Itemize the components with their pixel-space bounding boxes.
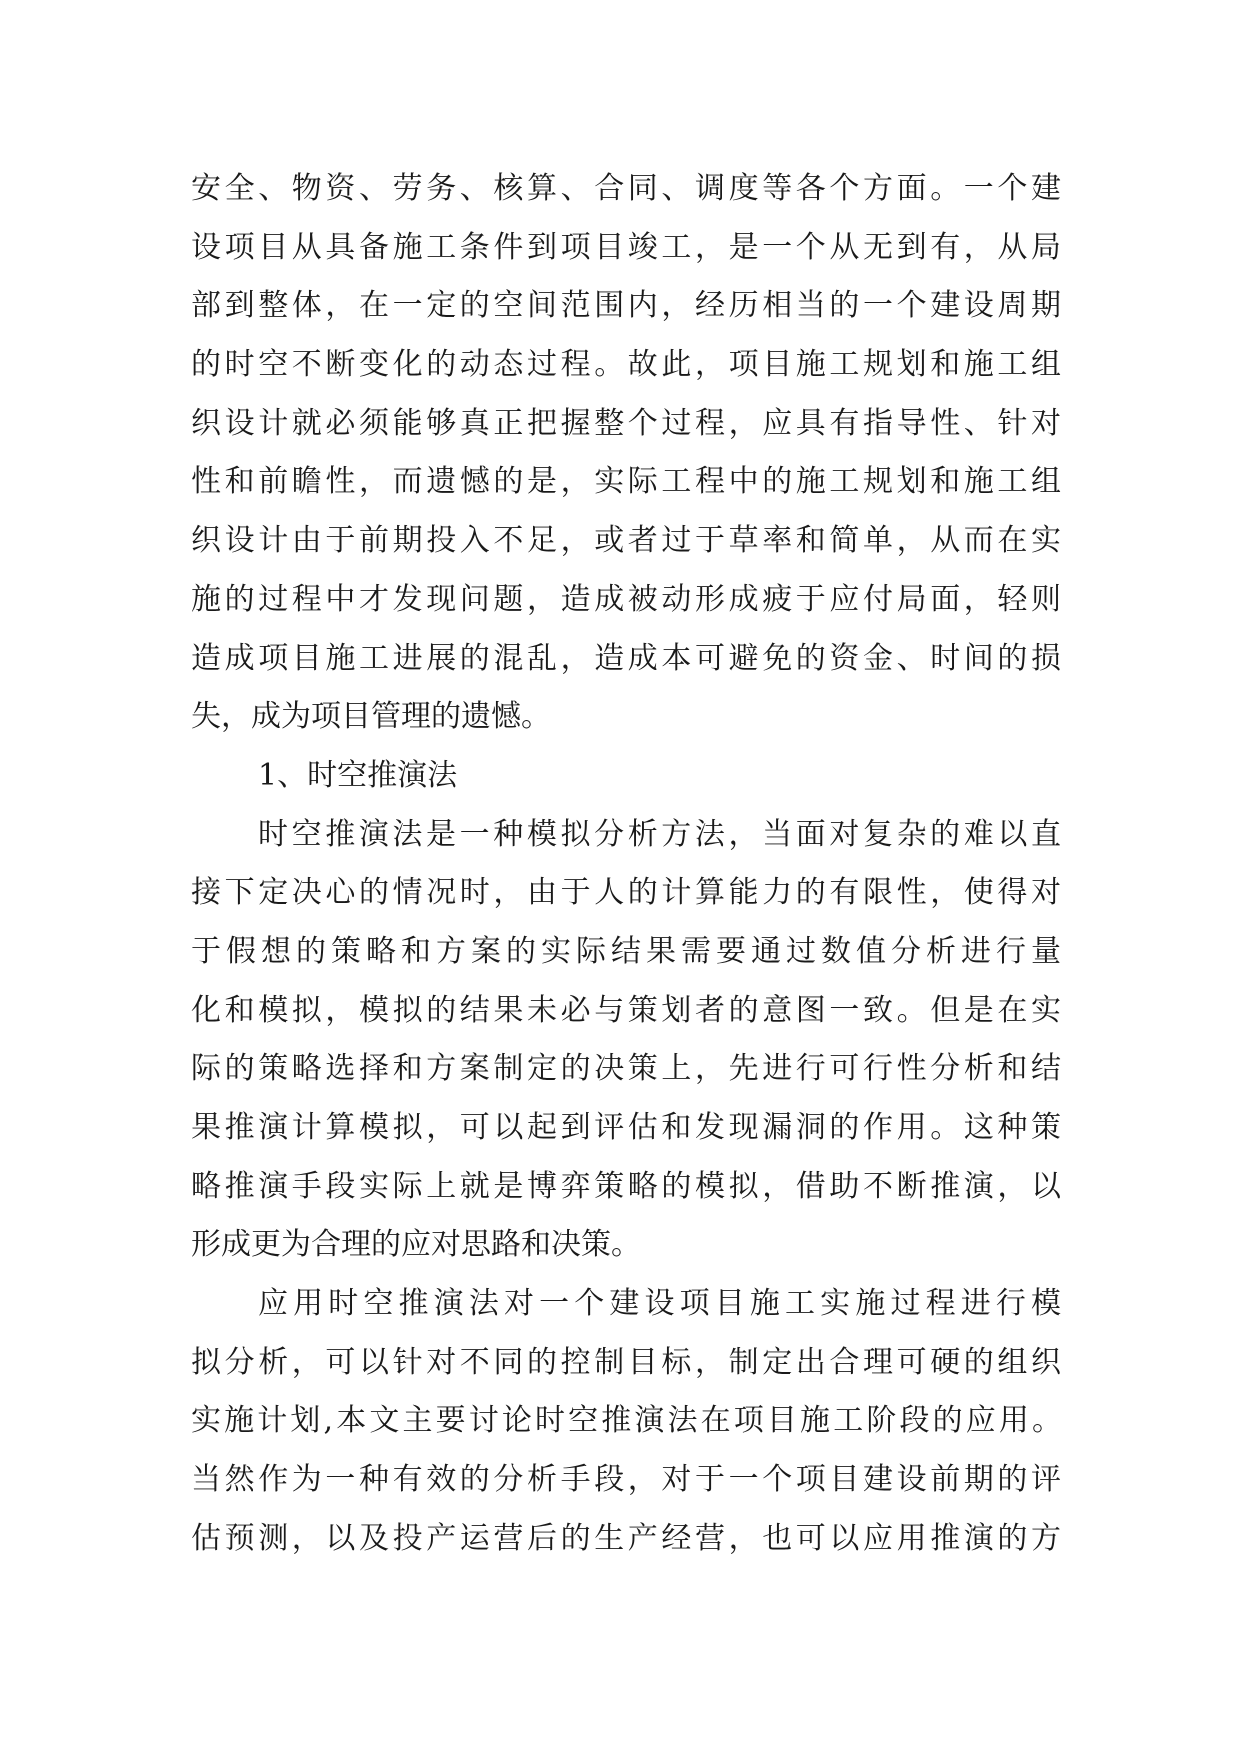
text-line: 应用时空推演法对一个建设项目施工实施过程进行模	[258, 1286, 1061, 1322]
text-line: 于假想的策略和方案的实际结果需要通过数值分析进行量	[191, 933, 1061, 969]
text-line: 际的策略选择和方案制定的决策上，先进行可行性分析和结	[191, 1051, 1061, 1087]
text-line: 估预测，以及投产运营后的生产经营，也可以应用推演的方	[191, 1520, 1061, 1556]
text-line: 拟分析，可以针对不同的控制目标，制定出合理可硬的组织	[191, 1344, 1061, 1380]
text-line: 设项目从具备施工条件到项目竣工，是一个从无到有，从局	[191, 229, 1061, 265]
text-line: 时空推演法是一种模拟分析方法，当面对复杂的难以直	[258, 816, 1061, 852]
text-line: 的时空不断变化的动态过程。故此，项目施工规划和施工组	[191, 347, 1061, 383]
text-line: 略推演手段实际上就是博弈策略的模拟，借助不断推演，以	[191, 1168, 1061, 1204]
text-line: 形成更为合理的应对思路和决策。	[191, 1227, 641, 1263]
text-line: 实施计划,本文主要讨论时空推演法在项目施工阶段的应用。	[191, 1403, 1061, 1439]
text-line: 施的过程中才发现问题，造成被动形成疲于应付局面，轻则	[191, 581, 1061, 617]
text-line: 接下定决心的情况时，由于人的计算能力的有限性，使得对	[191, 875, 1061, 911]
text-line: 失，成为项目管理的遗憾。	[191, 699, 551, 735]
text-line: 造成项目施工进展的混乱，造成本可避免的资金、时间的损	[191, 640, 1061, 676]
text-line: 安全、物资、劳务、核算、合同、调度等各个方面。一个建	[191, 171, 1061, 206]
document-page	[191, 160, 1061, 1569]
text-line: 织设计由于前期投入不足，或者过于草率和简单，从而在实	[191, 523, 1061, 559]
text-line: 果推演计算模拟，可以起到评估和发现漏洞的作用。这种策	[191, 1110, 1061, 1145]
text-line: 性和前瞻性，而遗憾的是，实际工程中的施工规划和施工组	[191, 464, 1061, 500]
text-line: 化和模拟，模拟的结果未必与策划者的意图一致。但是在实	[191, 992, 1061, 1028]
text-line: 织设计就必须能够真正把握整个过程，应具有指导性、针对	[191, 405, 1061, 441]
text-line: 部到整体，在一定的空间范围内，经历相当的一个建设周期	[191, 288, 1061, 324]
text-line: 当然作为一种有效的分析手段，对于一个项目建设前期的评	[191, 1462, 1061, 1498]
section-heading: 1、时空推演法	[258, 757, 458, 793]
